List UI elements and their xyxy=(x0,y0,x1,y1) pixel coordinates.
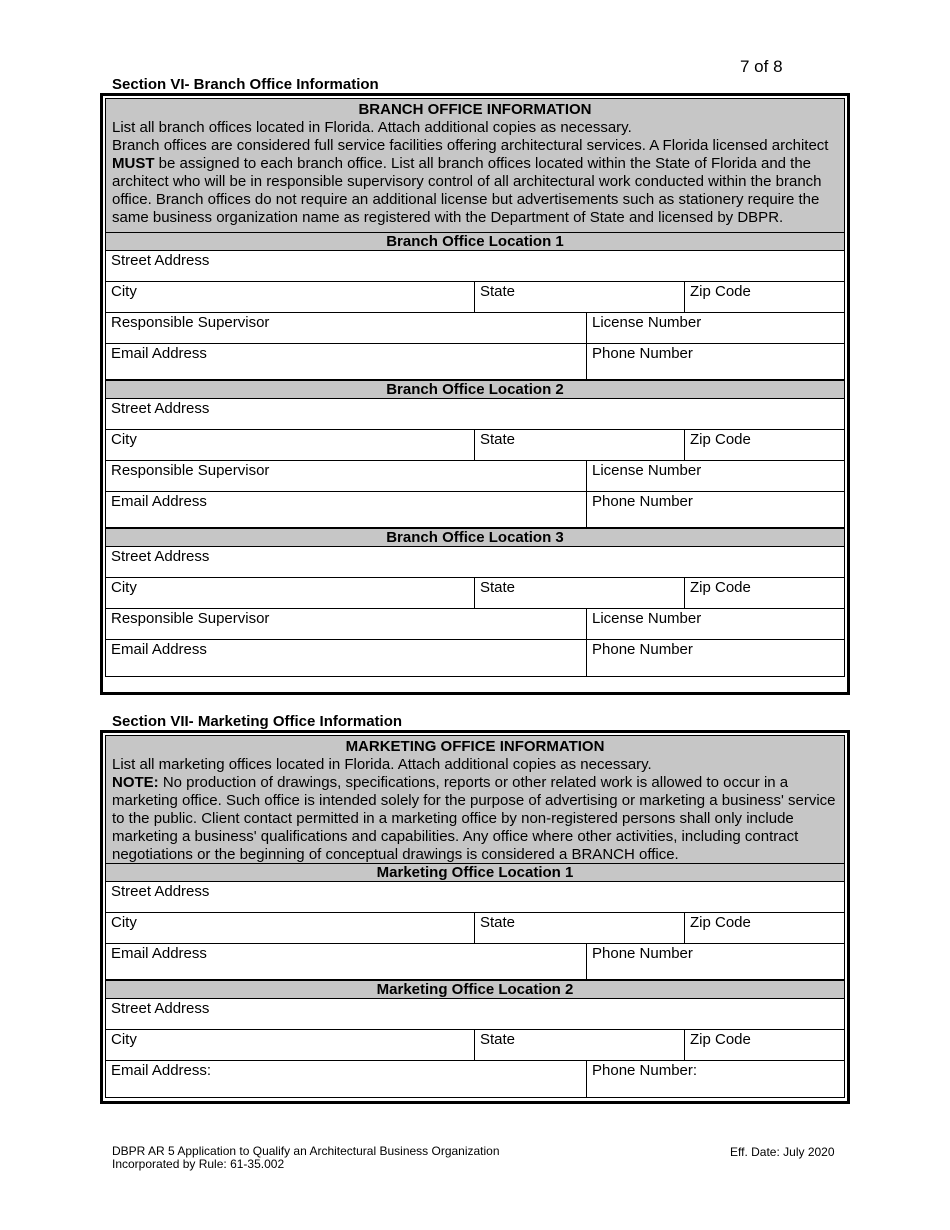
marketing-2-email-field[interactable]: Email Address: xyxy=(111,1062,212,1079)
marketing-1-street-label: Street Address xyxy=(111,883,210,900)
marketing-note: NOTE: No production of drawings, specifications, reports or other related work is allowed to occur in a marketing office. Such office is intended solely for the purpose of advertising or marketing a business' service to the public. Client contact permitted in a marketing office by non-registered persons shall only include marketing a business' qualifications and capabilities. Any office where other activities, including contract negotiations or the beginning of conceptual drawings is considered a BRANCH office. xyxy=(112,774,836,863)
marketing-1-street-row[interactable] xyxy=(106,882,844,913)
marketing-location-1-header: Marketing Office Location 1 xyxy=(106,863,844,882)
branch-1-zip-field[interactable]: Zip Code xyxy=(684,282,844,312)
branch-2-email-field[interactable]: Email Address xyxy=(111,493,207,510)
branch-header-title: BRANCH OFFICE INFORMATION xyxy=(358,101,592,118)
footer-eff-date: Eff. Date: July 2020 xyxy=(730,1145,835,1159)
branch-3-license-field[interactable]: License Number xyxy=(586,609,844,639)
branch-2-city-field[interactable]: City xyxy=(111,431,137,448)
marketing-1-zip-field[interactable]: Zip Code xyxy=(684,913,844,943)
branch-2-supervisor-row xyxy=(106,461,844,492)
marketing-section-title: Section VII- Marketing Office Information xyxy=(112,713,403,730)
marketing-1-email-field[interactable]: Email Address xyxy=(111,945,207,962)
branch-3-city-row xyxy=(106,578,844,609)
page-number: 7 of 8 xyxy=(740,57,783,76)
branch-1-supervisor-field[interactable]: Responsible Supervisor xyxy=(111,314,270,331)
marketing-2-zip-field[interactable]: Zip Code xyxy=(684,1030,844,1060)
branch-1-email-field[interactable]: Email Address xyxy=(111,345,207,362)
branch-2-zip-field[interactable]: Zip Code xyxy=(684,430,844,460)
branch-3-contact-row xyxy=(106,640,844,676)
branch-1-contact-row xyxy=(106,344,844,380)
branch-3-state-field[interactable]: State xyxy=(474,578,684,608)
branch-2-phone-field[interactable]: Phone Number xyxy=(586,492,844,527)
branch-2-state-field[interactable]: State xyxy=(474,430,684,460)
branch-1-street-label: Street Address xyxy=(111,252,210,269)
branch-location-2-header: Branch Office Location 2 xyxy=(106,380,844,399)
branch-2-street-label: Street Address xyxy=(111,400,210,417)
branch-intro-line: List all branch offices located in Florida. Attach additional copies as necessary. xyxy=(112,119,632,136)
branch-location-1-header: Branch Office Location 1 xyxy=(106,232,844,251)
marketing-header xyxy=(106,736,844,863)
marketing-2-contact-row xyxy=(106,1061,844,1097)
branch-header xyxy=(106,99,844,232)
footer-form-info xyxy=(112,1145,500,1171)
branch-3-street-row[interactable] xyxy=(106,547,844,578)
branch-1-license-field[interactable]: License Number xyxy=(586,313,844,343)
marketing-2-phone-field[interactable]: Phone Number: xyxy=(586,1061,844,1097)
marketing-2-street-row[interactable] xyxy=(106,999,844,1030)
marketing-office-form xyxy=(100,730,850,1104)
footer-form-name: DBPR AR 5 Application to Qualify an Architectural Business Organization xyxy=(112,1144,500,1158)
marketing-1-city-row xyxy=(106,913,844,944)
branch-office-form xyxy=(100,93,850,695)
branch-2-contact-row xyxy=(106,492,844,528)
marketing-intro-line: List all marketing offices located in Florida. Attach additional copies as necessary. xyxy=(112,756,652,773)
branch-2-supervisor-field[interactable]: Responsible Supervisor xyxy=(111,462,270,479)
marketing-1-contact-row xyxy=(106,944,844,980)
branch-1-city-row xyxy=(106,282,844,313)
branch-section-title: Section VI- Branch Office Information xyxy=(112,76,379,93)
branch-3-street-label: Street Address xyxy=(111,548,210,565)
marketing-2-street-label: Street Address xyxy=(111,1000,210,1017)
marketing-location-2-header: Marketing Office Location 2 xyxy=(106,980,844,999)
branch-1-state-field[interactable]: State xyxy=(474,282,684,312)
marketing-1-phone-field[interactable]: Phone Number xyxy=(586,944,844,979)
branch-3-zip-field[interactable]: Zip Code xyxy=(684,578,844,608)
branch-3-supervisor-field[interactable]: Responsible Supervisor xyxy=(111,610,270,627)
marketing-2-city-field[interactable]: City xyxy=(111,1031,137,1048)
branch-description: Branch offices are considered full service facilities offering architectural services. A Florida licensed architect MUST be assigned to each branch office. List all branch offices located within the State of Florida and the architect who will be in responsible supervisory control of all architectural work conducted within the branch office. Branch offices do not require an additional license but advertisements such as stationery require the same business organization name as registered with the Department of State and licensed by DBPR. xyxy=(112,137,829,226)
branch-3-supervisor-row xyxy=(106,609,844,640)
marketing-1-state-field[interactable]: State xyxy=(474,913,684,943)
marketing-2-city-row xyxy=(106,1030,844,1061)
branch-1-city-field[interactable]: City xyxy=(111,283,137,300)
branch-3-city-field[interactable]: City xyxy=(111,579,137,596)
marketing-header-title: MARKETING OFFICE INFORMATION xyxy=(345,738,605,755)
branch-3-email-field[interactable]: Email Address xyxy=(111,641,207,658)
footer-rule: Incorporated by Rule: 61-35.002 xyxy=(112,1157,285,1171)
must-emphasis: MUST xyxy=(112,155,155,172)
branch-location-3-header: Branch Office Location 3 xyxy=(106,528,844,547)
branch-1-supervisor-row xyxy=(106,313,844,344)
branch-1-street-row[interactable] xyxy=(106,251,844,282)
note-label: NOTE: xyxy=(112,774,159,791)
marketing-1-city-field[interactable]: City xyxy=(111,914,137,931)
branch-3-phone-field[interactable]: Phone Number xyxy=(586,640,844,676)
branch-1-phone-field[interactable]: Phone Number xyxy=(586,344,844,379)
branch-2-license-field[interactable]: License Number xyxy=(586,461,844,491)
branch-2-street-row[interactable] xyxy=(106,399,844,430)
marketing-2-state-field[interactable]: State xyxy=(474,1030,684,1060)
branch-2-city-row xyxy=(106,430,844,461)
